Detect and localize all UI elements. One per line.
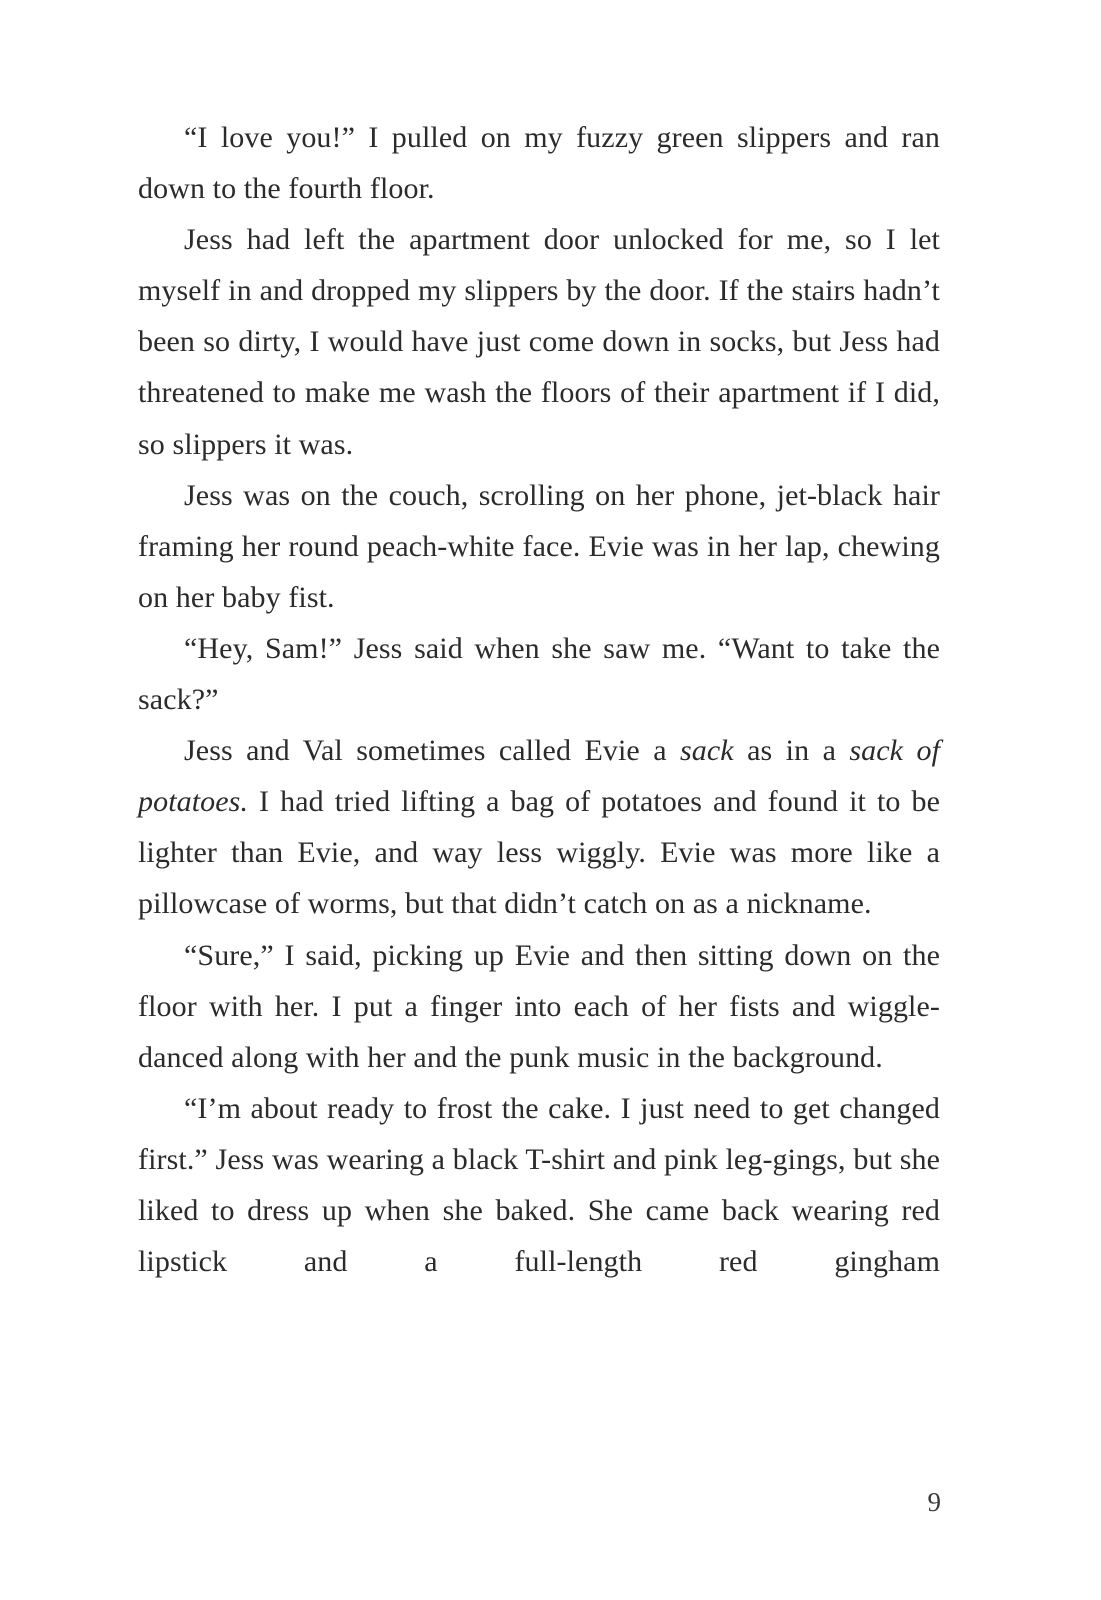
paragraph [138,214,940,469]
text-run: I had tried lifting a bag of potatoes and found it to be lighter than Evie, and way less wiggly. Evie was more like a pillowcase of worms, but that didn’t catch on as a nickname. [138,785,940,921]
text-run: as in a [733,734,850,768]
italic-text-run: sack [680,734,734,768]
paragraph [138,725,940,929]
text-run: Jess had left the apartment door unlocked for me, so I let myself in and dropped my slippers by the door. If the stairs hadn’t been so dirty, I would have just come down in socks, but Jess had threatened to make me wash the floors of their apartment if I did, so slippers it was. [138,223,940,461]
body-text [138,112,940,1287]
paragraph [138,112,940,214]
text-run: “Sure,” I said, picking up Evie and then sitting down on the floor with her. I put a finger into each of her fists and wiggle-danced along with her and the punk music in the background. [138,938,940,1074]
text-run: “I’m about ready to frost the cake. I just need to get changed first.” Jess was wearing a black T-shirt and pink leg-gings, but she liked to dress up when she baked. She came back wearing red lipstick and a full-length red gingham [138,1091,940,1279]
text-run: Jess was on the couch, scrolling on her phone, jet-black hair framing her round peach-white face. Evie was in her lap, chewing on her baby fist. [138,478,940,614]
page-number: 9 [927,1487,941,1517]
text-run: Jess and Val sometimes called Evie a [184,734,680,768]
text-run: “Hey, Sam!” Jess said when she saw me. “Want to take the sack?” [138,631,940,717]
paragraph [138,1083,940,1287]
paragraph [138,930,940,1083]
text-run: “I love you!” I pulled on my fuzzy green slippers and ran down to the fourth floor. [138,121,940,206]
paragraph [138,623,940,725]
italic-text-run: sack of potatoes. [138,734,941,819]
paragraph [138,470,940,623]
